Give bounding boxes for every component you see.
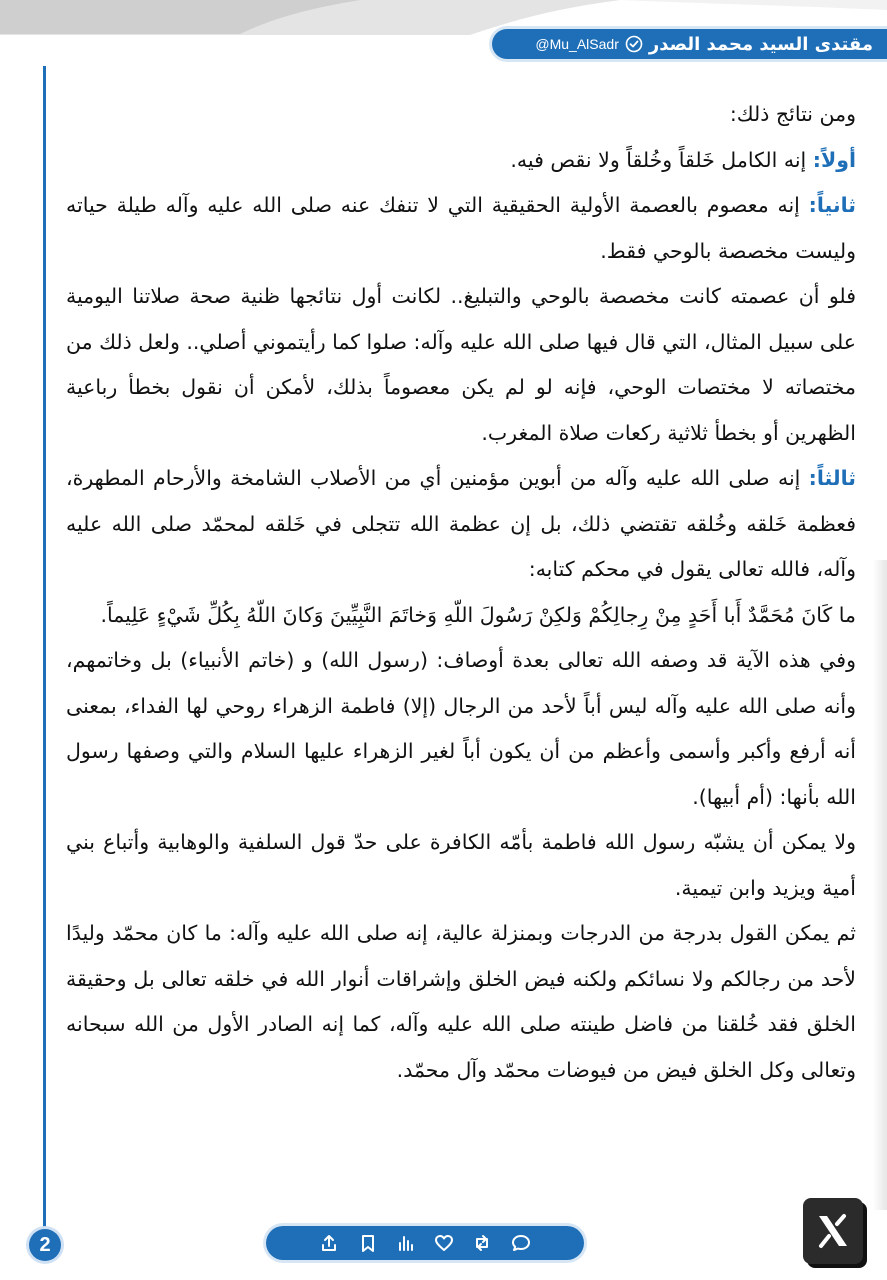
- point-second: [66, 183, 856, 274]
- intro-line: ومن نتائج ذلك:: [729, 102, 856, 126]
- second-label: ثانياً:: [808, 193, 856, 217]
- left-border-line: [43, 66, 46, 1241]
- second-text: إنه معصوم بالعصمة الأولية الحقيقية التي لا تنفك عنه صلى الله عليه وآله طيلة حياته وليست مخصصة بالوحي فقط.: [66, 193, 856, 263]
- views-icon[interactable]: [395, 1232, 417, 1254]
- author-name: مقتدى السيد محمد الصدر: [648, 33, 873, 55]
- paragraph-conclusion: ثم يمكن القول بدرجة من الدرجات وبمنزلة عالية، إنه صلى الله عليه وآله: ما كان محمّد وليدًا لأحد من رجالكم ولا نسائكم ولكنه فيض الخلق وإشراقات أنوار الله في خلقه تعالى بل وحقيقة الخلق فقد خُلقنا من فاضل طينته صلى الله عليه وآله، كما إنه الصادر الأول من الله سبحانه وتعالى وكل الخلق فيض من فيوضات محمّد وآل محمّد.: [66, 921, 856, 1082]
- paragraph-infallibility: فلو أن عصمته كانت مخصصة بالوحي والتبليغ.. لكانت أول نتائجها ظنية صحة صلاتنا اليومية على سبيل المثال، التي قال فيها صلى الله عليه وآله: صلوا كما رأيتموني أصلي.. ولعل ذلك من مختصاته لا مختصات الوحي، فإنه لو لم يكن معصوماً بذلك، لأمكن أن نقول بخطأ رباعية الظهرين أو بخطأ ثلاثية ركعات صلاة المغرب.: [66, 284, 856, 445]
- author-header[interactable]: [492, 29, 887, 59]
- right-edge-shadow: [873, 560, 887, 1210]
- point-third: [66, 456, 856, 593]
- share-icon[interactable]: [318, 1232, 340, 1254]
- like-icon[interactable]: [433, 1232, 455, 1254]
- verified-badge-icon: [625, 35, 643, 53]
- paragraph-verse-explanation: وفي هذه الآية قد وصفه الله تعالى بعدة أوصاف: (رسول الله) و (خاتم الأنبياء) بل وخاتمهم، وأنه صلى الله عليه وآله ليس أباً لأحد من الرجال (إلا) فاطمة الزهراء روحي لها الفداء، بمعنى أنه أرفع وأكبر وأسمى وأعظم من أن يكون أباً لغير الزهراء عليها السلام والتي وصفها رسول الله بأنها: (أم أبيها).: [66, 648, 856, 809]
- x-logo-icon: [803, 1198, 863, 1264]
- post-action-bar: [266, 1226, 584, 1260]
- point-first: [66, 138, 856, 184]
- author-handle: @Mu_AlSadr: [535, 36, 619, 52]
- paragraph-comparison: ولا يمكن أن يشبّه رسول الله فاطمة بأمّه الكافرة على حدّ قول السلفية والوهابية وأتباع بني أمية ويزيد وابن تيمية.: [66, 830, 856, 900]
- third-label: ثالثاً:: [808, 466, 856, 490]
- page-number-badge: 2: [29, 1229, 61, 1261]
- first-label: أولاً:: [812, 147, 856, 172]
- article-body: [66, 92, 856, 1093]
- bookmark-icon[interactable]: [357, 1232, 379, 1254]
- repost-icon[interactable]: [471, 1232, 493, 1254]
- quran-verse: ما كَانَ مُحَمَّدٌ أَبا أَحَدٍ مِنْ رِجالِكُمْ وَلكِنْ رَسُولَ اللّهِ وَخاتَمَ النَّبِيِّينَ وَكانَ اللّهُ بِكُلِّ شَيْءٍ عَلِيماً.: [100, 602, 856, 627]
- first-text: إنه الكامل خَلقاً وخُلقاً ولا نقص فيه.: [510, 147, 813, 172]
- reply-icon[interactable]: [510, 1232, 532, 1254]
- third-text: إنه صلى الله عليه وآله من أبوين مؤمنين أي من الأصلاب الشامخة والأرحام المطهرة، فعظمة خَلقه وخُلقه تقتضي ذلك، بل إن عظمة الله تتجلى في خَلقه لمحمّد صلى الله عليه وآله، فالله تعالى يقول في محكم كتابه:: [66, 466, 856, 581]
